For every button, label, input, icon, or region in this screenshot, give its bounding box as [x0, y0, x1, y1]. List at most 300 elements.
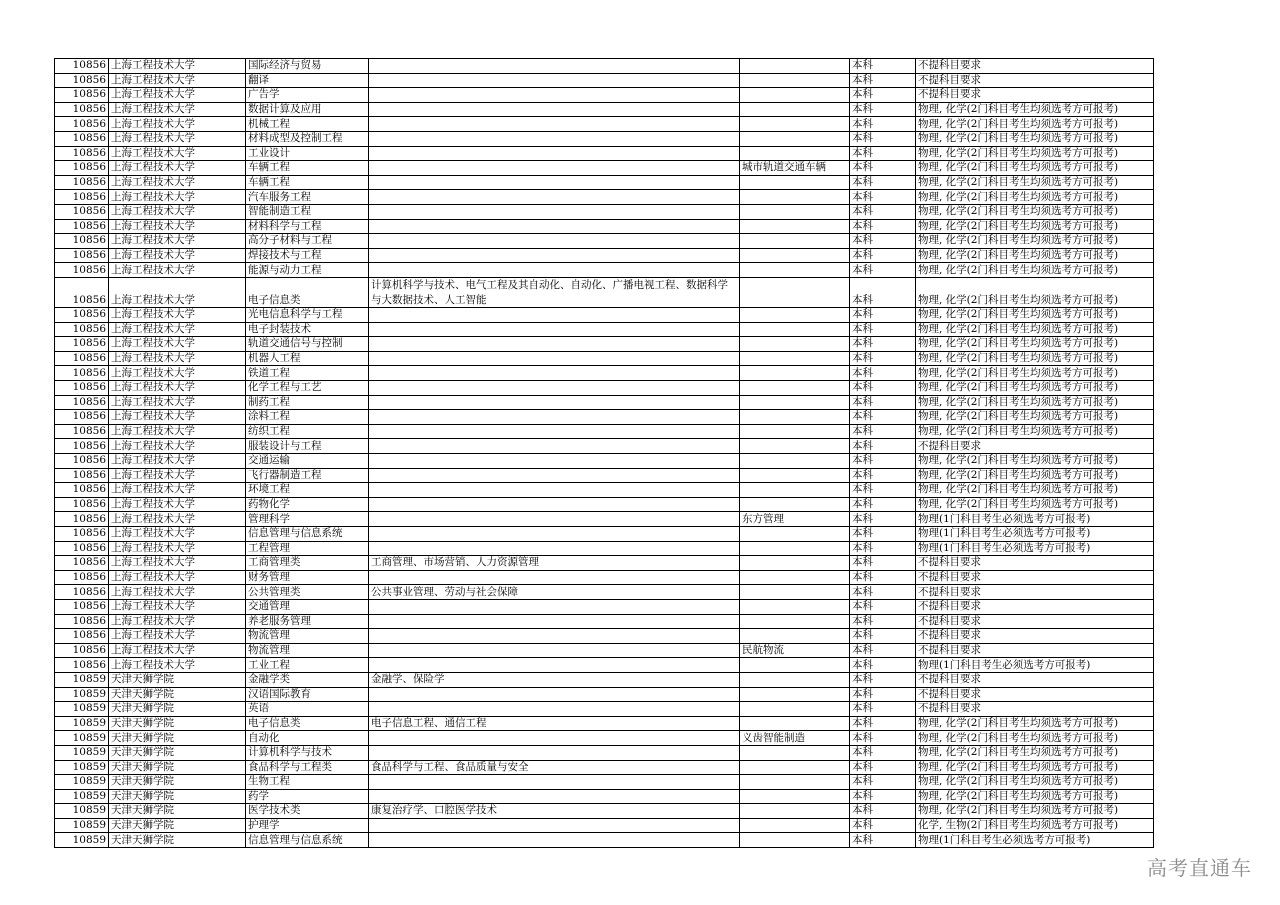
level-cell: 本科: [850, 131, 916, 146]
subject-requirement-cell: 物理(1门科目考生必须选考方可报考): [916, 658, 1154, 673]
direction-cell: 民航物流: [740, 643, 850, 658]
table-row: [55, 190, 1154, 205]
level-cell: 本科: [850, 775, 916, 790]
subject-requirement-cell: 不提科目要求: [916, 73, 1154, 88]
included-majors-cell: [369, 131, 740, 146]
school-name-cell: 上海工程技术大学: [109, 556, 246, 571]
table-row: [55, 277, 1154, 307]
table-row: [55, 88, 1154, 103]
table-row: [55, 59, 1154, 74]
school-code-cell: 10856: [55, 263, 109, 278]
school-code-cell: 10856: [55, 366, 109, 381]
subject-requirement-cell: 物理, 化学(2门科目考生均须选考方可报考): [916, 308, 1154, 323]
included-majors-cell: [369, 468, 740, 483]
school-code-cell: 10859: [55, 702, 109, 717]
direction-cell: [740, 410, 850, 425]
included-majors-cell: [369, 687, 740, 702]
subject-requirement-cell: 物理, 化学(2门科目考生均须选考方可报考): [916, 337, 1154, 352]
school-code-cell: 10859: [55, 731, 109, 746]
school-code-cell: 10859: [55, 789, 109, 804]
included-majors-cell: [369, 570, 740, 585]
school-name-cell: 上海工程技术大学: [109, 468, 246, 483]
subject-requirement-cell: 物理, 化学(2门科目考生均须选考方可报考): [916, 190, 1154, 205]
school-name-cell: 上海工程技术大学: [109, 541, 246, 556]
school-code-cell: 10859: [55, 716, 109, 731]
school-name-cell: 上海工程技术大学: [109, 351, 246, 366]
direction-cell: [740, 614, 850, 629]
subject-requirement-cell: 物理, 化学(2门科目考生均须选考方可报考): [916, 263, 1154, 278]
table-row: [55, 424, 1154, 439]
direction-cell: [740, 59, 850, 74]
major-name-cell: 管理科学: [246, 512, 369, 527]
level-cell: 本科: [850, 483, 916, 498]
direction-cell: [740, 687, 850, 702]
school-name-cell: 上海工程技术大学: [109, 527, 246, 542]
table-row: [55, 775, 1154, 790]
school-code-cell: 10856: [55, 161, 109, 176]
table-row: [55, 833, 1154, 848]
table-row: [55, 204, 1154, 219]
direction-cell: [740, 175, 850, 190]
school-code-cell: 10856: [55, 570, 109, 585]
major-name-cell: 机械工程: [246, 117, 369, 132]
school-code-cell: 10856: [55, 322, 109, 337]
school-name-cell: 上海工程技术大学: [109, 59, 246, 74]
school-name-cell: 天津天狮学院: [109, 702, 246, 717]
subject-requirement-cell: 物理, 化学(2门科目考生均须选考方可报考): [916, 716, 1154, 731]
school-name-cell: 天津天狮学院: [109, 731, 246, 746]
school-name-cell: 上海工程技术大学: [109, 204, 246, 219]
included-majors-cell: [369, 424, 740, 439]
direction-cell: [740, 73, 850, 88]
school-code-cell: 10856: [55, 219, 109, 234]
level-cell: 本科: [850, 658, 916, 673]
direction-cell: [740, 599, 850, 614]
level-cell: 本科: [850, 219, 916, 234]
subject-requirement-cell: 物理(1门科目考生必须选考方可报考): [916, 833, 1154, 848]
table-row: [55, 789, 1154, 804]
major-name-cell: 信息管理与信息系统: [246, 527, 369, 542]
major-name-cell: 计算机科学与技术: [246, 745, 369, 760]
school-name-cell: 上海工程技术大学: [109, 88, 246, 103]
school-name-cell: 上海工程技术大学: [109, 410, 246, 425]
subject-requirement-cell: 物理, 化学(2门科目考生均须选考方可报考): [916, 497, 1154, 512]
school-code-cell: 10856: [55, 614, 109, 629]
major-name-cell: 工业工程: [246, 658, 369, 673]
table-row: [55, 716, 1154, 731]
level-cell: 本科: [850, 381, 916, 396]
subject-requirement-cell: 不提科目要求: [916, 629, 1154, 644]
subject-requirement-cell: 物理, 化学(2门科目考生均须选考方可报考): [916, 454, 1154, 469]
major-name-cell: 电子信息类: [246, 716, 369, 731]
school-name-cell: 上海工程技术大学: [109, 337, 246, 352]
table-row: [55, 629, 1154, 644]
subject-requirement-cell: 物理, 化学(2门科目考生均须选考方可报考): [916, 219, 1154, 234]
level-cell: 本科: [850, 789, 916, 804]
school-code-cell: 10856: [55, 629, 109, 644]
direction-cell: [740, 248, 850, 263]
major-name-cell: 材料科学与工程: [246, 219, 369, 234]
subject-requirement-cell: 不提科目要求: [916, 439, 1154, 454]
included-majors-cell: 金融学、保险学: [369, 672, 740, 687]
subject-requirement-cell: 物理, 化学(2门科目考生均须选考方可报考): [916, 468, 1154, 483]
school-name-cell: 天津天狮学院: [109, 716, 246, 731]
level-cell: 本科: [850, 585, 916, 600]
major-name-cell: 轨道交通信号与控制: [246, 337, 369, 352]
level-cell: 本科: [850, 146, 916, 161]
direction-cell: [740, 351, 850, 366]
school-name-cell: 上海工程技术大学: [109, 73, 246, 88]
subject-requirement-cell: 不提科目要求: [916, 59, 1154, 74]
major-name-cell: 高分子材料与工程: [246, 234, 369, 249]
table-row: [55, 556, 1154, 571]
school-code-cell: 10856: [55, 59, 109, 74]
direction-cell: [740, 322, 850, 337]
school-name-cell: 上海工程技术大学: [109, 146, 246, 161]
included-majors-cell: [369, 512, 740, 527]
school-name-cell: 天津天狮学院: [109, 818, 246, 833]
subject-requirement-cell: 物理, 化学(2门科目考生均须选考方可报考): [916, 424, 1154, 439]
included-majors-cell: [369, 204, 740, 219]
level-cell: 本科: [850, 745, 916, 760]
included-majors-cell: [369, 161, 740, 176]
school-name-cell: 上海工程技术大学: [109, 454, 246, 469]
table-row: [55, 672, 1154, 687]
level-cell: 本科: [850, 337, 916, 352]
included-majors-cell: [369, 643, 740, 658]
table-row: [55, 483, 1154, 498]
subject-requirement-cell: 不提科目要求: [916, 687, 1154, 702]
included-majors-cell: [369, 629, 740, 644]
school-code-cell: 10856: [55, 395, 109, 410]
major-name-cell: 金融学类: [246, 672, 369, 687]
table-row: [55, 454, 1154, 469]
major-name-cell: 车辆工程: [246, 175, 369, 190]
direction-cell: [740, 804, 850, 819]
included-majors-cell: 公共事业管理、劳动与社会保障: [369, 585, 740, 600]
major-name-cell: 物流管理: [246, 629, 369, 644]
table-row: [55, 702, 1154, 717]
school-code-cell: 10856: [55, 308, 109, 323]
table-row: [55, 599, 1154, 614]
included-majors-cell: [369, 541, 740, 556]
table-row: [55, 381, 1154, 396]
subject-requirement-cell: 物理, 化学(2门科目考生均须选考方可报考): [916, 395, 1154, 410]
table-row: [55, 102, 1154, 117]
major-name-cell: 交通运输: [246, 454, 369, 469]
school-name-cell: 上海工程技术大学: [109, 439, 246, 454]
subject-requirement-cell: 物理(1门科目考生必须选考方可报考): [916, 527, 1154, 542]
direction-cell: [740, 308, 850, 323]
included-majors-cell: [369, 146, 740, 161]
school-name-cell: 上海工程技术大学: [109, 599, 246, 614]
included-majors-cell: [369, 308, 740, 323]
level-cell: 本科: [850, 731, 916, 746]
major-name-cell: 国际经济与贸易: [246, 59, 369, 74]
included-majors-cell: [369, 395, 740, 410]
direction-cell: [740, 658, 850, 673]
subject-requirement-cell: 物理, 化学(2门科目考生均须选考方可报考): [916, 483, 1154, 498]
level-cell: 本科: [850, 190, 916, 205]
included-majors-cell: [369, 102, 740, 117]
school-code-cell: 10856: [55, 102, 109, 117]
major-name-cell: 信息管理与信息系统: [246, 833, 369, 848]
included-majors-cell: [369, 190, 740, 205]
subject-requirement-cell: 化学, 生物(2门科目考生均须选考方可报考): [916, 818, 1154, 833]
included-majors-cell: [369, 527, 740, 542]
school-code-cell: 10859: [55, 833, 109, 848]
level-cell: 本科: [850, 102, 916, 117]
school-name-cell: 上海工程技术大学: [109, 322, 246, 337]
direction-cell: [740, 146, 850, 161]
table-row: [55, 731, 1154, 746]
level-cell: 本科: [850, 599, 916, 614]
direction-cell: [740, 88, 850, 103]
school-code-cell: 10856: [55, 131, 109, 146]
school-name-cell: 天津天狮学院: [109, 745, 246, 760]
school-code-cell: 10856: [55, 204, 109, 219]
level-cell: 本科: [850, 716, 916, 731]
direction-cell: [740, 483, 850, 498]
major-name-cell: 生物工程: [246, 775, 369, 790]
school-name-cell: 天津天狮学院: [109, 687, 246, 702]
included-majors-cell: [369, 789, 740, 804]
major-name-cell: 公共管理类: [246, 585, 369, 600]
included-majors-cell: 食品科学与工程、食品质量与安全: [369, 760, 740, 775]
table-row: [55, 395, 1154, 410]
direction-cell: 东方管理: [740, 512, 850, 527]
school-code-cell: 10856: [55, 88, 109, 103]
school-name-cell: 上海工程技术大学: [109, 175, 246, 190]
subject-requirement-cell: 物理(1门科目考生必须选考方可报考): [916, 512, 1154, 527]
included-majors-cell: [369, 702, 740, 717]
major-name-cell: 汽车服务工程: [246, 190, 369, 205]
major-name-cell: 财务管理: [246, 570, 369, 585]
school-name-cell: 天津天狮学院: [109, 672, 246, 687]
included-majors-cell: [369, 833, 740, 848]
subject-requirement-cell: 不提科目要求: [916, 556, 1154, 571]
level-cell: 本科: [850, 175, 916, 190]
direction-cell: [740, 117, 850, 132]
major-name-cell: 数据计算及应用: [246, 102, 369, 117]
subject-requirement-cell: 物理, 化学(2门科目考生均须选考方可报考): [916, 745, 1154, 760]
school-name-cell: 上海工程技术大学: [109, 190, 246, 205]
subject-requirement-cell: 不提科目要求: [916, 88, 1154, 103]
direction-cell: [740, 775, 850, 790]
direction-cell: 义齿智能制造: [740, 731, 850, 746]
table-row: [55, 760, 1154, 775]
subject-requirement-cell: 物理, 化学(2门科目考生均须选考方可报考): [916, 351, 1154, 366]
school-code-cell: 10856: [55, 497, 109, 512]
level-cell: 本科: [850, 424, 916, 439]
level-cell: 本科: [850, 556, 916, 571]
school-name-cell: 上海工程技术大学: [109, 497, 246, 512]
included-majors-cell: [369, 322, 740, 337]
major-name-cell: 护理学: [246, 818, 369, 833]
subject-requirement-cell: 物理, 化学(2门科目考生均须选考方可报考): [916, 804, 1154, 819]
school-code-cell: 10856: [55, 146, 109, 161]
level-cell: 本科: [850, 277, 916, 307]
table-row: [55, 497, 1154, 512]
level-cell: 本科: [850, 351, 916, 366]
school-code-cell: 10856: [55, 454, 109, 469]
major-name-cell: 工业设计: [246, 146, 369, 161]
included-majors-cell: [369, 818, 740, 833]
direction-cell: [740, 527, 850, 542]
table-row: [55, 541, 1154, 556]
level-cell: 本科: [850, 672, 916, 687]
table-row: [55, 175, 1154, 190]
table-row: [55, 308, 1154, 323]
school-code-cell: 10856: [55, 424, 109, 439]
direction-cell: [740, 277, 850, 307]
included-majors-cell: [369, 263, 740, 278]
direction-cell: [740, 366, 850, 381]
direction-cell: [740, 716, 850, 731]
level-cell: 本科: [850, 833, 916, 848]
subject-requirement-cell: 不提科目要求: [916, 643, 1154, 658]
level-cell: 本科: [850, 497, 916, 512]
included-majors-cell: 工商管理、市场营销、人力资源管理: [369, 556, 740, 571]
subject-requirement-cell: 不提科目要求: [916, 672, 1154, 687]
level-cell: 本科: [850, 687, 916, 702]
major-name-cell: 医学技术类: [246, 804, 369, 819]
school-code-cell: 10859: [55, 804, 109, 819]
table-row: [55, 512, 1154, 527]
school-name-cell: 上海工程技术大学: [109, 366, 246, 381]
table-row: [55, 248, 1154, 263]
school-name-cell: 上海工程技术大学: [109, 570, 246, 585]
level-cell: 本科: [850, 643, 916, 658]
major-name-cell: 养老服务管理: [246, 614, 369, 629]
school-name-cell: 上海工程技术大学: [109, 219, 246, 234]
included-majors-cell: [369, 351, 740, 366]
major-name-cell: 智能制造工程: [246, 204, 369, 219]
included-majors-cell: [369, 366, 740, 381]
table-row: [55, 234, 1154, 249]
table-row: [55, 643, 1154, 658]
direction-cell: [740, 204, 850, 219]
direction-cell: [740, 541, 850, 556]
major-name-cell: 交通管理: [246, 599, 369, 614]
table-row: [55, 439, 1154, 454]
subject-requirement-cell: 不提科目要求: [916, 570, 1154, 585]
school-code-cell: 10856: [55, 585, 109, 600]
school-code-cell: 10856: [55, 512, 109, 527]
included-majors-cell: [369, 117, 740, 132]
level-cell: 本科: [850, 527, 916, 542]
level-cell: 本科: [850, 234, 916, 249]
major-name-cell: 制药工程: [246, 395, 369, 410]
major-name-cell: 铁道工程: [246, 366, 369, 381]
school-code-cell: 10856: [55, 483, 109, 498]
major-name-cell: 纺织工程: [246, 424, 369, 439]
school-name-cell: 上海工程技术大学: [109, 248, 246, 263]
school-code-cell: 10856: [55, 527, 109, 542]
school-code-cell: 10859: [55, 760, 109, 775]
included-majors-cell: [369, 745, 740, 760]
major-name-cell: 药物化学: [246, 497, 369, 512]
subject-requirement-cell: 物理, 化学(2门科目考生均须选考方可报考): [916, 175, 1154, 190]
included-majors-cell: [369, 439, 740, 454]
level-cell: 本科: [850, 629, 916, 644]
included-majors-cell: [369, 337, 740, 352]
school-name-cell: 上海工程技术大学: [109, 614, 246, 629]
direction-cell: [740, 585, 850, 600]
direction-cell: [740, 702, 850, 717]
subject-requirement-cell: 不提科目要求: [916, 702, 1154, 717]
level-cell: 本科: [850, 59, 916, 74]
table-body: [55, 59, 1154, 848]
school-name-cell: 天津天狮学院: [109, 804, 246, 819]
level-cell: 本科: [850, 570, 916, 585]
direction-cell: [740, 234, 850, 249]
school-code-cell: 10856: [55, 643, 109, 658]
direction-cell: [740, 672, 850, 687]
direction-cell: [740, 337, 850, 352]
direction-cell: [740, 833, 850, 848]
school-name-cell: 上海工程技术大学: [109, 234, 246, 249]
included-majors-cell: [369, 381, 740, 396]
included-majors-cell: [369, 234, 740, 249]
included-majors-cell: [369, 775, 740, 790]
subject-requirement-cell: 物理, 化学(2门科目考生均须选考方可报考): [916, 277, 1154, 307]
direction-cell: [740, 381, 850, 396]
level-cell: 本科: [850, 204, 916, 219]
school-name-cell: 天津天狮学院: [109, 775, 246, 790]
school-code-cell: 10856: [55, 248, 109, 263]
school-code-cell: 10859: [55, 818, 109, 833]
level-cell: 本科: [850, 161, 916, 176]
watermark-logo: 高考直通车: [1147, 856, 1252, 880]
table-row: [55, 585, 1154, 600]
subject-requirement-cell: 物理, 化学(2门科目考生均须选考方可报考): [916, 146, 1154, 161]
school-code-cell: 10856: [55, 73, 109, 88]
table-row: [55, 351, 1154, 366]
major-name-cell: 英语: [246, 702, 369, 717]
included-majors-cell: [369, 599, 740, 614]
subject-requirement-cell: 物理, 化学(2门科目考生均须选考方可报考): [916, 366, 1154, 381]
included-majors-cell: 电子信息工程、通信工程: [369, 716, 740, 731]
school-name-cell: 上海工程技术大学: [109, 117, 246, 132]
table-row: [55, 570, 1154, 585]
major-name-cell: 药学: [246, 789, 369, 804]
school-code-cell: 10856: [55, 234, 109, 249]
school-name-cell: 上海工程技术大学: [109, 131, 246, 146]
direction-cell: [740, 818, 850, 833]
level-cell: 本科: [850, 512, 916, 527]
major-name-cell: 汉语国际教育: [246, 687, 369, 702]
level-cell: 本科: [850, 410, 916, 425]
school-code-cell: 10856: [55, 599, 109, 614]
subject-requirement-cell: 物理, 化学(2门科目考生均须选考方可报考): [916, 789, 1154, 804]
subject-requirement-cell: 物理, 化学(2门科目考生均须选考方可报考): [916, 731, 1154, 746]
direction-cell: [740, 468, 850, 483]
level-cell: 本科: [850, 263, 916, 278]
direction-cell: [740, 556, 850, 571]
direction-cell: [740, 760, 850, 775]
major-name-cell: 食品科学与工程类: [246, 760, 369, 775]
subject-requirement-cell: 物理, 化学(2门科目考生均须选考方可报考): [916, 775, 1154, 790]
admissions-table: [54, 58, 1154, 848]
included-majors-cell: [369, 731, 740, 746]
table-row: [55, 468, 1154, 483]
included-majors-cell: [369, 248, 740, 263]
table-row: [55, 410, 1154, 425]
school-name-cell: 上海工程技术大学: [109, 658, 246, 673]
table-row: [55, 687, 1154, 702]
school-code-cell: 10859: [55, 672, 109, 687]
